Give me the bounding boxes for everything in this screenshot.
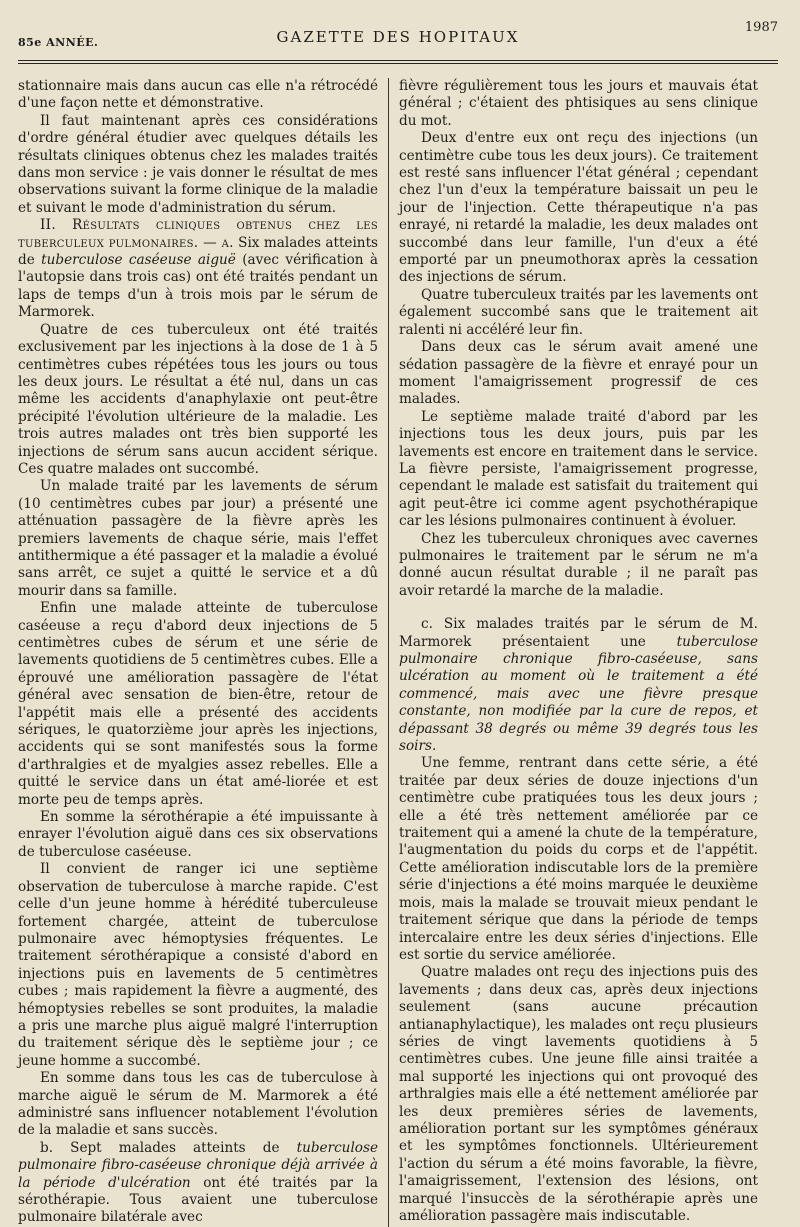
section-heading-paragraph: II. Résultats cliniques obtenus chez les tuberculeux pulmonaires. — a. Six malades atteints de tuberculose caséeuse aiguë (avec vérification à l'autopsie dans trois cas) ont été traités pendant un laps de temps d'un à trois mois par le sérum de Marmorek. xyxy=(18,217,379,321)
paragraph: Enfin une malade atteinte de tuberculose caséeuse a reçu d'abord deux injections de 5 centimètres cubes de sérum et une série de lavements quotidiens de 5 centimètres cubes. Elle a éprouvé une amélioration passagère de l'état général avec sensation de bien-être, retour de l'appétit mais elle a présenté des accidents sériques, le quatorzième jour après les injections, accidents qui se sont manifestés sous la forme d'arthralgies et de myalgies assez rebelles. Elle a quitté le service dans un état amé-liorée et est morte peu de temps après. xyxy=(18,600,378,808)
page-number: 1987 xyxy=(744,20,778,35)
paragraph: Quatre malades ont reçu des injections puis des lavements ; dans deux cas, après deux injections seulement (sans aucune précaution antianaphylactique), les malades ont reçu plusieurs séries de vingt lavements quotidiens à 5 centimètres cubes. Une jeune fille ainsi traitée a mal supporté les injections qui ont provoqué des arthralgies mais elle a été nettement améliorée par les deux premières séries de lavements, amélioration portant sur les symptômes généraux et les symptômes fonctionnels. Ultérieurement l'action du sérum a été moins favorable, la fièvre, l'amaigrissement, l'extension des lésions, ont marqué l'insuccès de la sérothérapie après une amélioration passagère mais indiscutable. xyxy=(399,964,758,1224)
volume-label: 85e ANNÉE. xyxy=(18,36,99,49)
paragraph: b. Sept malades atteints de tuberculose pulmonaire fibro-caséeuse chronique déjà arrivée à la période d'ulcération ont été traités par la sérothérapie. Tous avaient une tuberculose pulmonaire bilatérale avec xyxy=(18,1139,379,1226)
paragraph: Il faut maintenant après ces considérations d'ordre général étudier avec quelques détails les résultats cliniques obtenus chez les malades traités dans mon service : je vais donner le résultat de mes observations suivant la forme clinique de la maladie et suivant le mode d'administration du sérum. xyxy=(18,112,378,216)
paragraph: Chez les tuberculeux chroniques avec cavernes pulmonaires le traitement par le sérum ne m'a donné aucun résultat durable ; il ne paraît pas avoir retardé la marche de la maladie. xyxy=(399,530,758,599)
section-heading: II. Résultats cliniques obtenus chez les tuberculeux pulmonaires. — a. xyxy=(18,217,378,251)
article-columns xyxy=(18,78,778,1227)
paragraph: Quatre de ces tuberculeux ont été traités exclusivement par les injections à la dose de 1 à 5 centimètres cubes répétées tous les jours ou tous les deux jours. Le résultat a été nul, dans un cas même les accidents d'anaphylaxie ont peut-être précipité l'évolution ultérieure de la maladie. Les trois autres malades ont très bien supporté les injections de sérum sans aucun accident sérique. Ces quatre malades ont succombé. xyxy=(18,321,378,477)
paragraph: Un malade traité par les lavements de sérum (10 centimètres cubes par jour) a présenté une atténuation passagère de la fièvre après les premiers lavements de chaque série, mais l'effet antithermique a été passager et la maladie a évolué sans arrêt, ce sujet a quitté le service et a dû mourir dans sa famille. xyxy=(18,478,378,599)
right-column xyxy=(388,78,758,1227)
paragraph: Une femme, rentrant dans cette série, a été traitée par deux séries de douze injections d'un centimètre cube pratiquées tous les deux jours ; elle a été très nettement améliorée par ce traitement qui a amené la chute de la température, l'augmentation du poids du corps et de l'appétit. Cette amélioration indiscutable lors de la première série d'injections a été moins marquée le deuxième mois, mais la malade se trouvait mieux pendant le traitement sérique que dans la période de temps intercalaire entre les deux séries d'injections. Elle est sortie du service améliorée. xyxy=(399,755,758,963)
paragraph: En somme la sérothérapie a été impuissante à enrayer l'évolution aiguë dans ces six observations de tuberculose caséeuse. xyxy=(18,809,378,860)
journal-title: GAZETTE DES HOPITAUX xyxy=(276,28,520,46)
paragraph: Le septième malade traité d'abord par les injections tous les deux jours, puis par les lavements est encore en traitement dans le service. La fièvre persiste, l'amaigrissement progresse, cependant le malade est satisfait du traitement qui agit peut-être ici comme agent psychothérapique car les lésions pulmonaires continuent à évoluer. xyxy=(399,408,758,530)
paragraph: stationnaire mais dans aucun cas elle n'a rétrocédé d'une façon nette et démonstrative. xyxy=(18,78,378,112)
paragraph: Deux d'entre eux ont reçu des injections (un centimètre cube tous les deux jours). Ce traitement est resté sans influencer l'état général ; cependant chez l'un d'eux la température baissait un peu le jour de l'injection. Cette thérapeutique n'a pas enrayé, ni retardé la maladie, les deux malades ont succombé dans leur famille, l'un d'eux a été emporté par un pneumothorax après la cessation des injections de sérum. xyxy=(399,130,758,286)
header-rule xyxy=(18,60,778,61)
paragraph: Quatre tuberculeux traités par les lavements ont également succombé sans que le traitement ait ralenti ni accéléré leur fin. xyxy=(399,286,758,338)
paragraph: En somme dans tous les cas de tuberculose à marche aiguë le sérum de M. Marmorek a été administré sans influencer notablement l'évolution de la maladie et sans succès. xyxy=(18,1070,378,1139)
paragraph: Dans deux cas le sérum avait amené une sédation passagère de la fièvre et enrayé pour un moment l'amaigrissement progressif de ces malades. xyxy=(399,339,758,408)
paragraph: fièvre régulièrement tous les jours et mauvais état général ; c'étaient des phtisiques au sens clinique du mot. xyxy=(399,78,758,129)
page-header xyxy=(18,16,778,49)
paragraph: c. Six malades traités par le sérum de M. Marmorek présentaient une tuberculose pulmonaire chronique fibro-caséeuse, sans ulcération au moment où le traitement a été commencé, mais avec une fièvre presque constante, non modifiée par la cure de repos, et dépassant 38 degrés ou même 39 degrés tous les soirs. xyxy=(399,616,758,755)
paragraph: Il convient de ranger ici une septième observation de tuberculose à marche rapide. C'est celle d'un jeune homme à hérédité tuberculeuse fortement chargée, atteint de tuberculose pulmonaire avec hémoptysies fréquentes. Le traitement sérothérapique a consisté d'abord en injections puis en lavements de 5 centimètres cubes ; mais rapidement la fièvre a augmenté, des hémoptysies rebelles se sont produites, la maladie a pris une marche plus aiguë malgré l'interruption du traitement sérique dès le septième jour ; ce jeune homme a succombé. xyxy=(18,861,378,1069)
left-column xyxy=(18,78,388,1227)
header-rule-thin xyxy=(18,63,778,64)
